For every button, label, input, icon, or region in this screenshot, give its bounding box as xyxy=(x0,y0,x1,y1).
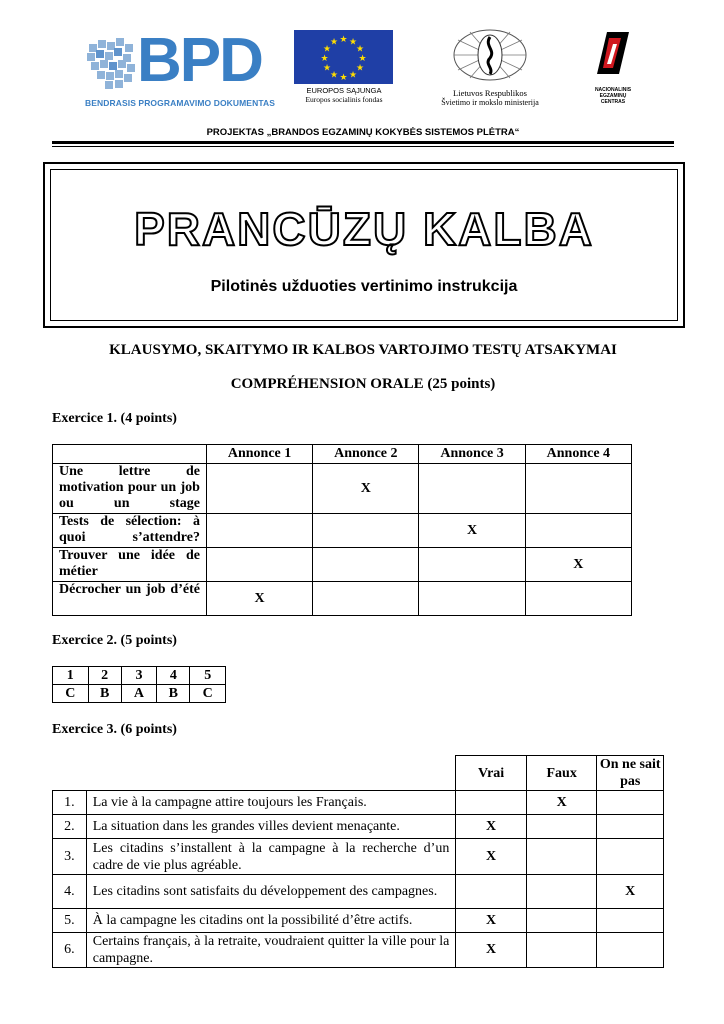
lithuania-map-icon xyxy=(85,36,137,90)
answer-cell: X xyxy=(419,514,525,548)
answer-cell: X xyxy=(313,464,419,514)
ministry-line1: Lietuvos Respublikos xyxy=(453,88,527,98)
row-number: 3. xyxy=(53,839,87,875)
exercise2-title: Exercice 2. (5 points) xyxy=(52,633,177,648)
nec-emblem-icon xyxy=(593,30,633,80)
document-title: PRANCŪZŲ KALBA xyxy=(134,203,594,255)
faux-cell xyxy=(526,815,597,839)
vrai-cell: X xyxy=(456,909,527,933)
svg-text:★: ★ xyxy=(355,63,365,74)
bpd-logo xyxy=(85,26,275,110)
row-label: Trouver une idée de métier xyxy=(53,548,207,582)
column-header: Annonce 2 xyxy=(313,445,419,464)
exercise1-title: Exercice 1. (4 points) xyxy=(52,411,177,426)
column-header: On ne sait pas xyxy=(597,756,664,791)
nec-text: NACIONALINIS EGZAMINŲ CENTRAS xyxy=(594,87,632,105)
answer-cell xyxy=(206,548,312,582)
nec-logo xyxy=(588,30,638,105)
answer-cell xyxy=(313,582,419,616)
answer-cell: X xyxy=(206,582,312,616)
table-row xyxy=(53,685,226,703)
ministry-emblem-icon xyxy=(452,28,528,82)
answer-cell: C xyxy=(53,685,89,703)
ministry-line2: Švietimo ir mokslo ministerija xyxy=(441,98,539,107)
row-number: 1. xyxy=(53,791,87,815)
answer-cell xyxy=(525,464,631,514)
svg-text:★: ★ xyxy=(355,44,365,55)
svg-text:★: ★ xyxy=(348,37,358,48)
svg-text:★: ★ xyxy=(322,44,332,55)
faux-cell xyxy=(526,933,597,968)
table-row xyxy=(53,514,632,548)
document-subtitle: Pilotinės užduoties vertinimo instrukcija xyxy=(210,278,518,295)
project-line: PROJEKTAS „BRANDOS EGZAMINŲ KOKYBĖS SISTEMOS PLĖTRA“ xyxy=(206,127,520,138)
nsp-cell xyxy=(597,839,664,875)
row-label: Tests de sélection: à quoi s’attendre? xyxy=(53,514,207,548)
table-row xyxy=(53,791,664,815)
answer-cell: X xyxy=(525,548,631,582)
answer-cell xyxy=(419,464,525,514)
table-header-row xyxy=(53,445,632,464)
answer-cell xyxy=(525,514,631,548)
statement: Certains français, à la retraite, voudraient quitter la ville pour la campagne. xyxy=(86,933,456,968)
exercise3-title: Exercice 3. (6 points) xyxy=(52,722,177,737)
vrai-cell: X xyxy=(456,933,527,968)
table-row xyxy=(53,464,632,514)
table-row xyxy=(53,839,664,875)
table-row xyxy=(53,815,664,839)
bpd-subtitle: BENDRASIS PROGRAMAVIMO DOKUMENTAS xyxy=(85,98,275,108)
answer-cell: C xyxy=(190,685,226,703)
answer-cell xyxy=(419,548,525,582)
faux-cell xyxy=(526,875,597,909)
header-rule-thick xyxy=(52,141,674,144)
answer-cell xyxy=(206,514,312,548)
table-row xyxy=(53,875,664,909)
svg-text:★: ★ xyxy=(320,54,329,64)
column-header: Faux xyxy=(526,756,597,791)
question-number: 3 xyxy=(121,667,157,685)
nsp-cell xyxy=(597,933,664,968)
column-header: Annonce 3 xyxy=(419,445,525,464)
faux-cell xyxy=(526,909,597,933)
svg-text:★: ★ xyxy=(358,54,367,64)
header-logos xyxy=(0,26,724,116)
row-label: Décrocher un job d’été xyxy=(53,582,207,616)
row-number: 6. xyxy=(53,933,87,968)
vrai-cell xyxy=(456,791,527,815)
nsp-cell xyxy=(597,815,664,839)
answer-cell xyxy=(525,582,631,616)
table-row xyxy=(53,582,632,616)
nsp-cell xyxy=(597,909,664,933)
row-number: 2. xyxy=(53,815,87,839)
svg-text:★: ★ xyxy=(348,70,358,81)
title-box xyxy=(43,162,685,328)
question-number: 1 xyxy=(53,667,89,685)
row-number: 5. xyxy=(53,909,87,933)
statement: À la campagne les citadins ont la possibilité d’être actifs. xyxy=(86,909,456,933)
answer-cell xyxy=(419,582,525,616)
statement: Les citadins sont satisfaits du développement des campagnes. xyxy=(86,875,456,909)
vrai-cell xyxy=(456,875,527,909)
table-row xyxy=(53,933,664,968)
svg-text:★: ★ xyxy=(339,35,348,45)
row-label: Une lettre de motivation pour un job ou un stage xyxy=(53,464,207,514)
vrai-cell: X xyxy=(456,839,527,875)
bpd-letters: BPD xyxy=(137,26,262,95)
section-heading: KLAUSYMO, SKAITYMO IR KALBOS VARTOJIMO TESTŲ ATSAKYMAI xyxy=(109,342,617,358)
statement: La situation dans les grandes villes devient menaçante. xyxy=(86,815,456,839)
svg-text:★: ★ xyxy=(322,63,332,74)
table-row xyxy=(53,667,226,685)
nsp-cell: X xyxy=(597,875,664,909)
table-row xyxy=(53,909,664,933)
nsp-cell xyxy=(597,791,664,815)
svg-text:★: ★ xyxy=(339,73,348,83)
answer-cell xyxy=(206,464,312,514)
ministry-logo xyxy=(430,28,550,107)
answer-cell: B xyxy=(157,685,190,703)
faux-cell xyxy=(526,839,597,875)
table-header-row xyxy=(53,756,664,791)
exercise2-table xyxy=(52,666,226,703)
header-rule-thin xyxy=(52,146,674,147)
vrai-cell: X xyxy=(456,815,527,839)
exercise3-table xyxy=(52,755,664,968)
answer-cell xyxy=(313,548,419,582)
subsection-heading: COMPRÉHENSION ORALE (25 points) xyxy=(230,376,496,392)
eu-line1: EUROPOS SĄJUNGA xyxy=(306,86,382,95)
svg-text:★: ★ xyxy=(329,70,339,81)
faux-cell: X xyxy=(526,791,597,815)
column-header: Annonce 4 xyxy=(525,445,631,464)
exercise1-table xyxy=(52,444,632,616)
statement: Les citadins s’installent à la campagne à la recherche d’un cadre de vie plus agréable. xyxy=(86,839,456,875)
question-number: 2 xyxy=(88,667,121,685)
question-number: 4 xyxy=(157,667,190,685)
column-header: Annonce 1 xyxy=(206,445,312,464)
statement: La vie à la campagne attire toujours les Français. xyxy=(86,791,456,815)
table-row xyxy=(53,548,632,582)
question-number: 5 xyxy=(190,667,226,685)
column-header: Vrai xyxy=(456,756,527,791)
svg-text:★: ★ xyxy=(329,37,339,48)
eu-line2: Europos socialinis fondas xyxy=(305,95,383,104)
answer-cell: A xyxy=(121,685,157,703)
answer-cell xyxy=(313,514,419,548)
answer-cell: B xyxy=(88,685,121,703)
eu-logo xyxy=(294,30,394,104)
row-number: 4. xyxy=(53,875,87,909)
eu-flag-icon xyxy=(294,30,393,84)
